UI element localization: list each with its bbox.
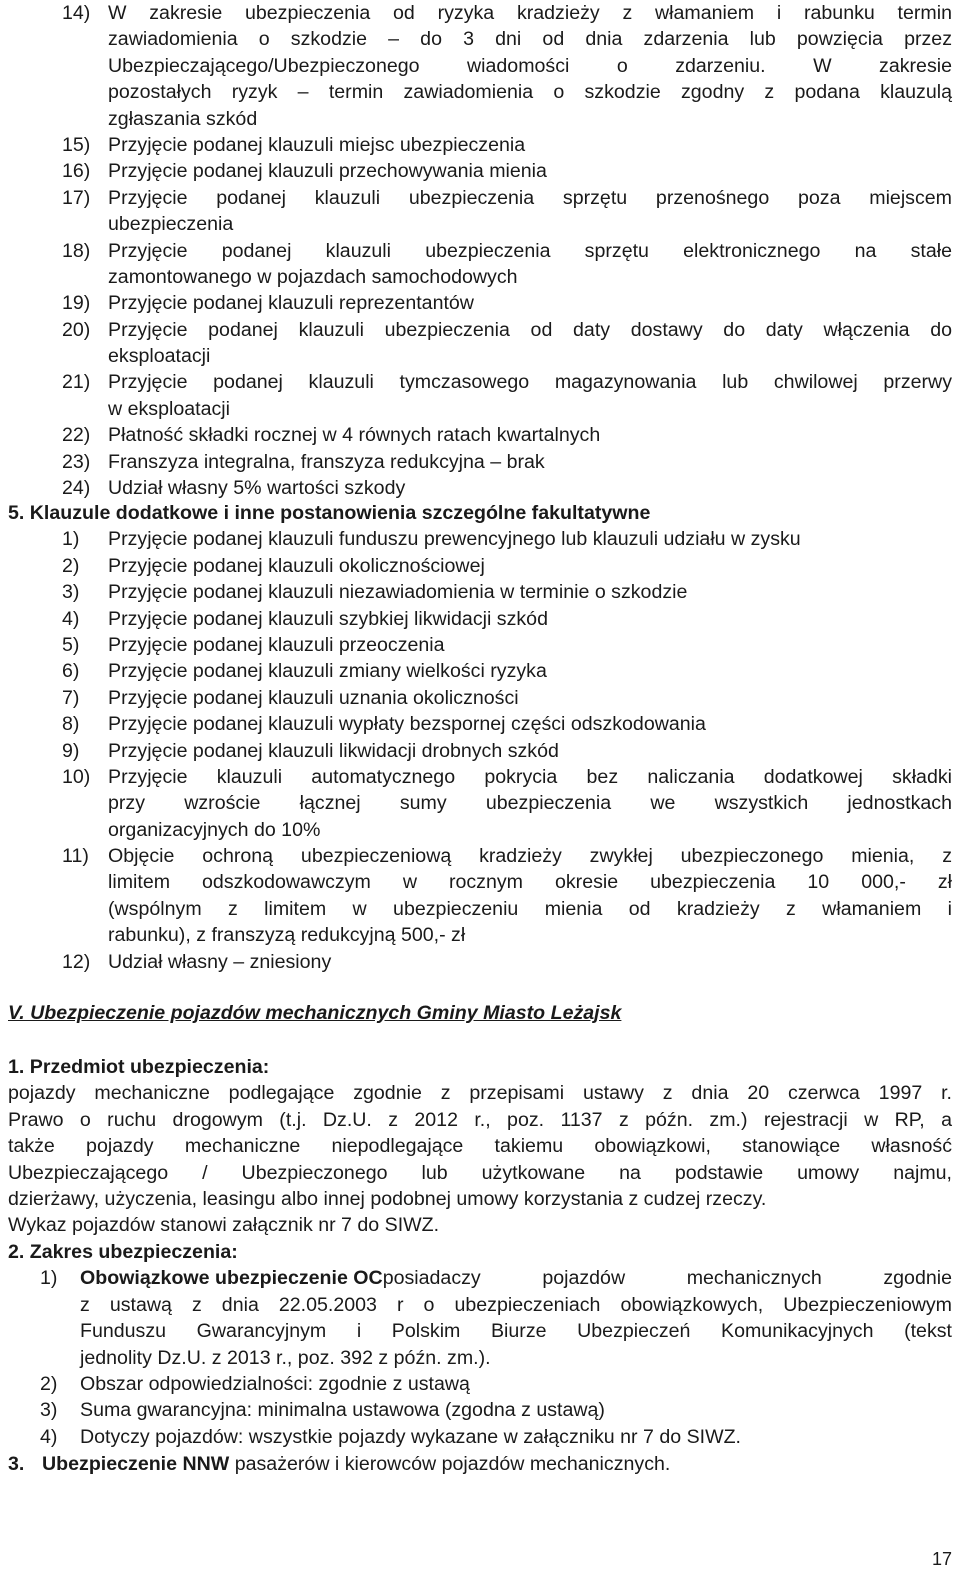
section-v-title: V. Ubezpieczenie pojazdów mechanicznych Gminy Miasto Leżajsk xyxy=(8,1002,622,1024)
list-item xyxy=(0,843,960,869)
item-text: Przyjęcie podanej klauzuli ubezpieczenia sprzętu elektronicznego na stałe xyxy=(108,239,952,262)
item-number: 24) xyxy=(62,477,91,500)
item-text: W zakresie ubezpieczenia od ryzyka kradzieży z włamaniem i rabunku termin xyxy=(108,2,952,24)
item-text: jednolity Dz.U. z 2013 r., poz. 392 z późn. zm.). xyxy=(80,1346,491,1369)
list-item xyxy=(0,238,960,264)
list-item xyxy=(0,290,960,316)
paragraph-text: Wykaz pojazdów stanowi załącznik nr 7 do SIWZ. xyxy=(8,1214,440,1237)
list-item xyxy=(0,449,960,475)
item-text: Przyjęcie podanej klauzuli okolicznościowej xyxy=(108,554,485,577)
list-item xyxy=(0,132,960,158)
list-item xyxy=(0,685,960,711)
list-item xyxy=(0,526,960,552)
list-item xyxy=(0,1265,960,1291)
item-text: przy wzroście łącznej sumy ubezpieczenia we wszystkich jednostkach xyxy=(108,792,952,815)
list-item-line xyxy=(0,790,960,816)
subject-heading: 1. Przedmiot ubezpieczenia: xyxy=(8,1056,270,1078)
item-text: posiadaczy pojazdów mechanicznych zgodnie xyxy=(382,1267,952,1290)
list-item-line xyxy=(0,264,960,290)
scope-heading: 2. Zakres ubezpieczenia: xyxy=(8,1241,238,1263)
list-item xyxy=(0,369,960,395)
list-item xyxy=(0,738,960,764)
list-item xyxy=(0,422,960,448)
item-number: 17) xyxy=(62,186,91,209)
item-number: 3) xyxy=(40,1399,58,1422)
list-item-line xyxy=(0,211,960,237)
list-item xyxy=(0,553,960,579)
list-item-line xyxy=(0,343,960,369)
item-text: (wspólnym z limitem w ubezpieczeniu mienia od kradzieży z włamaniem i xyxy=(108,897,952,920)
item-number: 15) xyxy=(62,133,91,156)
item-text: Przyjęcie podanej klauzuli ubezpieczenia od daty dostawy do daty włączenia do xyxy=(108,318,952,341)
item-number: 4) xyxy=(40,1425,58,1448)
item-number: 20) xyxy=(62,318,91,341)
item-number: 11) xyxy=(62,845,89,868)
list-item xyxy=(0,0,960,26)
list-item xyxy=(0,764,960,790)
paragraph-line xyxy=(0,1133,960,1159)
item-text: Przyjęcie podanej klauzuli zmiany wielkości ryzyka xyxy=(108,660,547,683)
item-text: Przyjęcie podanej klauzuli wypłaty bezspornej części odszkodowania xyxy=(108,713,706,736)
list-item xyxy=(0,475,960,501)
item-number: 6) xyxy=(62,660,80,683)
paragraph-line xyxy=(0,1186,960,1212)
item-number: 19) xyxy=(62,292,91,315)
item-number: 2) xyxy=(62,554,80,577)
list-item xyxy=(0,317,960,343)
item-number: 22) xyxy=(62,424,91,447)
item-number: 1) xyxy=(62,528,80,551)
list-item xyxy=(0,658,960,684)
paragraph-line xyxy=(0,1080,960,1106)
item-number: 1) xyxy=(40,1267,58,1290)
item-number: 2) xyxy=(40,1372,58,1395)
list-item xyxy=(0,1371,960,1397)
list-item xyxy=(0,1451,960,1477)
paragraph-line xyxy=(0,1212,960,1238)
item-number: 3) xyxy=(62,581,80,604)
paragraph-text: także pojazdy mechaniczne niepodlegające takiemu obowiązkowi, stanowiące własność xyxy=(8,1135,952,1158)
nnw-insurance xyxy=(0,1451,960,1477)
list-item xyxy=(0,185,960,211)
item-text: Przyjęcie klauzuli automatycznego pokrycia bez naliczania dodatkowej składki xyxy=(108,765,952,788)
subject-of-insurance xyxy=(0,1054,960,1239)
nnw-label: Ubezpieczenie NNW xyxy=(42,1453,230,1475)
list-item xyxy=(0,632,960,658)
item-text: w eksploatacji xyxy=(108,397,230,420)
item-number: 10) xyxy=(62,765,91,788)
list-item-line xyxy=(0,1318,960,1344)
item-number: 7) xyxy=(62,686,80,709)
item-text: Przyjęcie podanej klauzuli reprezentantów xyxy=(108,292,474,315)
item-text: Przyjęcie podanej klauzuli funduszu prewencyjnego lub klauzuli udziału w zysku xyxy=(108,528,801,551)
item-text: zamontowanego w pojazdach samochodowych xyxy=(108,265,518,288)
section-5-heading: 5. Klauzule dodatkowe i inne postanowienia szczególne fakultatywne xyxy=(8,502,651,524)
paragraph-text: pojazdy mechaniczne podlegające zgodnie z przepisami ustawy z dnia 20 czerwca 1997 r. xyxy=(8,1082,952,1105)
item-number: 18) xyxy=(62,239,91,262)
section-title-row xyxy=(0,1000,960,1026)
item-text: eksploatacji xyxy=(108,345,211,368)
list-item-line xyxy=(0,53,960,79)
list-item xyxy=(0,949,960,975)
item-text: zawiadomienia o szkodzie – do 3 dni od dnia zdarzenia lub powzięcia przez xyxy=(108,28,952,51)
paragraph-text: Prawo o ruchu drogowym (t.j. Dz.U. z 2012 r., poz. 1137 z późn. zm.) rejestracji w RP, a xyxy=(8,1108,952,1131)
item-text: Franszyza integralna, franszyza redukcyjna – brak xyxy=(108,450,545,473)
item-number: 21) xyxy=(62,371,91,394)
item-text: Objęcie ochroną ubezpieczeniową kradzieży zwykłej ubezpieczonego mienia, z xyxy=(108,845,952,868)
item-number: 16) xyxy=(62,160,91,183)
item-text: limitem odszkodowawczym w rocznym okresie ubezpieczenia 10 000,- zł xyxy=(108,871,952,894)
item-number: 3. xyxy=(8,1453,25,1475)
list-item xyxy=(0,606,960,632)
item-text: Przyjęcie podanej klauzuli niezawiadomienia w terminie o szkodzie xyxy=(108,581,688,604)
item-text: z ustawą z dnia 22.05.2003 r o ubezpieczeniach obowiązkowych, Ubezpieczeniowym xyxy=(80,1293,952,1316)
item-text: ubezpieczenia xyxy=(108,213,234,236)
item-text: Płatność składki rocznej w 4 równych ratach kwartalnych xyxy=(108,424,601,447)
item-text: pozostałych ryzyk – termin zawiadomienia o szkodzie zgodny z podana klauzulą xyxy=(108,81,952,104)
list-item-line xyxy=(0,1345,960,1371)
paragraph-text: dzierżawy, użyczenia, leasingu albo innej podobnej umowy korzystania z cudzej rzeczy. xyxy=(8,1187,767,1210)
section-5 xyxy=(0,500,960,975)
item-text-line xyxy=(80,1265,952,1291)
paragraph-text: Ubezpieczającego / Ubezpieczonego lub użytkowane na podstawie umowy najmu, xyxy=(8,1161,952,1184)
item-text: Udział własny – zniesiony xyxy=(108,950,332,973)
section-v xyxy=(0,1000,960,1026)
list-item-line xyxy=(0,869,960,895)
item-text: Dotyczy pojazdów: wszystkie pojazdy wykazane w załączniku nr 7 do SIWZ. xyxy=(80,1425,742,1448)
list-item-line xyxy=(0,396,960,422)
item-text: Przyjęcie podanej klauzuli miejsc ubezpieczenia xyxy=(108,133,526,156)
scope-of-insurance xyxy=(0,1239,960,1450)
item-text: Suma gwarancyjna: minimalna ustawowa (zgodna z ustawą) xyxy=(80,1399,605,1422)
oc-insurance-label: Obowiązkowe ubezpieczenie OC xyxy=(80,1267,383,1290)
list-item-line xyxy=(0,106,960,132)
section-heading xyxy=(0,500,960,526)
item-text: Przyjęcie podanej klauzuli likwidacji drobnych szkód xyxy=(108,739,559,762)
item-number: 8) xyxy=(62,713,80,736)
item-text: Udział własny 5% wartości szkody xyxy=(108,477,406,500)
item-text: rabunku), z franszyzą redukcyjną 500,- zł xyxy=(108,924,466,947)
item-text: Obszar odpowiedzialności: zgodnie z ustawą xyxy=(80,1372,470,1395)
item-text: Przyjęcie podanej klauzuli szybkiej likwidacji szkód xyxy=(108,607,548,630)
list-item xyxy=(0,579,960,605)
item-number: 9) xyxy=(62,739,80,762)
list-item-line xyxy=(0,922,960,948)
item-text: Przyjęcie podanej klauzuli ubezpieczenia sprzętu przenośnego poza miejscem xyxy=(108,186,952,209)
item-text: Przyjęcie podanej klauzuli uznania okoliczności xyxy=(108,686,519,709)
item-text: Przyjęcie podanej klauzuli tymczasowego magazynowania lub chwilowej przerwy xyxy=(108,371,952,394)
item-text-line xyxy=(42,1451,670,1477)
paragraph-line xyxy=(0,1160,960,1186)
item-text: zgłaszania szkód xyxy=(108,107,258,130)
paragraph-line xyxy=(0,1107,960,1133)
heading-row xyxy=(0,1239,960,1265)
item-number: 5) xyxy=(62,633,80,656)
item-text: Przyjęcie podanej klauzuli przeoczenia xyxy=(108,633,445,656)
clause-list-continued xyxy=(0,0,960,501)
list-item-line xyxy=(0,817,960,843)
item-text: Funduszu Gwarancyjnym i Polskim Biurze Ubezpieczeń Komunikacyjnych (tekst xyxy=(80,1320,952,1343)
list-item-line xyxy=(0,79,960,105)
list-item xyxy=(0,1397,960,1423)
page-number: 17 xyxy=(931,1549,952,1569)
item-number: 4) xyxy=(62,607,80,630)
list-item-line xyxy=(0,1292,960,1318)
list-item-line xyxy=(0,896,960,922)
item-text: Przyjęcie podanej klauzuli przechowywania mienia xyxy=(108,160,547,183)
item-text: organizacyjnych do 10% xyxy=(108,818,321,841)
list-item xyxy=(0,1424,960,1450)
list-item xyxy=(0,711,960,737)
item-text: pasażerów i kierowców pojazdów mechanicznych. xyxy=(229,1453,671,1475)
item-number: 23) xyxy=(62,450,91,473)
item-number: 14) xyxy=(62,2,91,24)
list-item-line xyxy=(0,26,960,52)
list-item xyxy=(0,158,960,184)
item-text: Ubezpieczającego/Ubezpieczonego wiadomości o zdarzeniu. W zakresie xyxy=(108,54,952,77)
heading-row xyxy=(0,1054,960,1080)
item-number: 12) xyxy=(62,950,91,973)
